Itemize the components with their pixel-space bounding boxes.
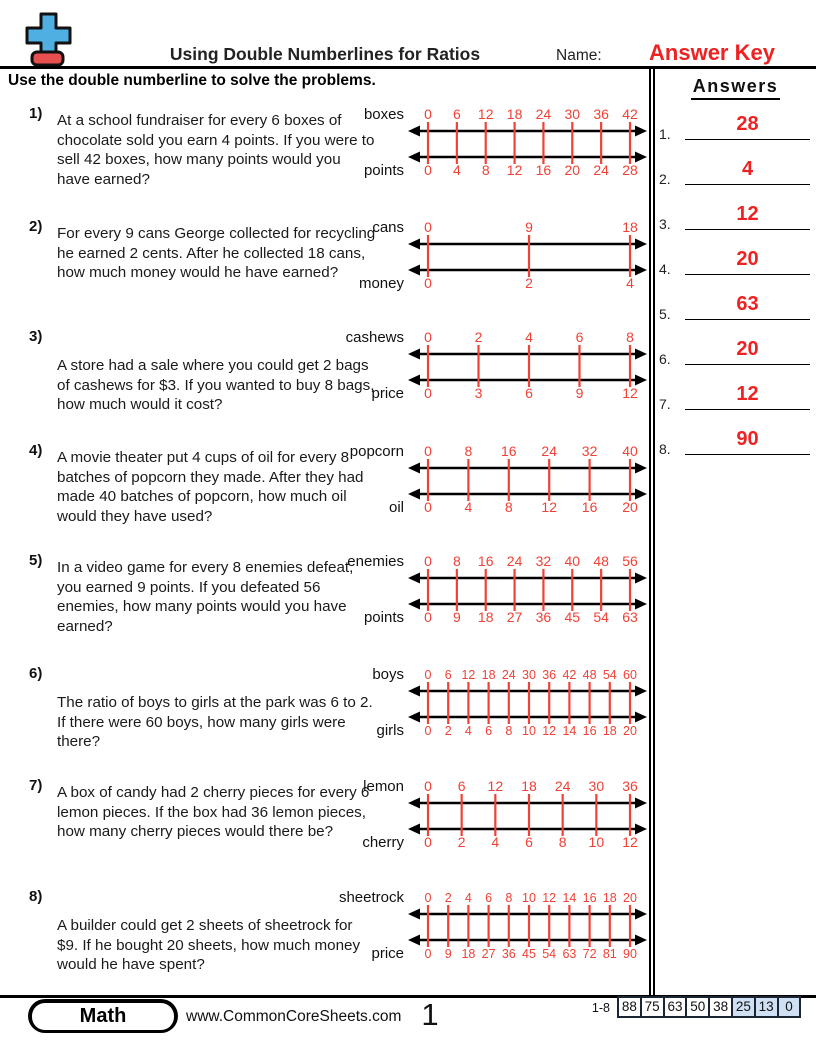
score-grid xyxy=(617,996,801,1018)
svg-text:56: 56 xyxy=(622,553,638,569)
svg-text:40: 40 xyxy=(564,553,581,569)
svg-text:8: 8 xyxy=(504,499,513,515)
svg-text:48: 48 xyxy=(582,668,597,682)
numberline-graphic xyxy=(407,105,648,179)
problem-text: A builder could get 2 sheets of sheetrock for $9. If he bought 20 sheets, how much money would he have spent? xyxy=(57,917,361,974)
numberline-labels xyxy=(340,218,404,292)
svg-text:10: 10 xyxy=(522,891,536,905)
svg-text:6: 6 xyxy=(485,891,493,905)
answer-value: 90 xyxy=(736,428,759,450)
numberline-labels xyxy=(340,777,404,851)
svg-text:6: 6 xyxy=(444,668,452,682)
double-numberline xyxy=(340,442,648,516)
numberline-graphic xyxy=(407,665,648,739)
score-range-label: 1-8 xyxy=(591,1001,610,1015)
svg-text:45: 45 xyxy=(522,947,536,961)
svg-text:24: 24 xyxy=(593,162,609,178)
website-url: www.CommonCoreSheets.com xyxy=(186,1008,402,1025)
problem-text: In a video game for every 8 enemies defeat, you earned 9 points. If you defeated 56 enemies, how many points would you have earned? xyxy=(57,559,354,635)
top-line-label: lemon xyxy=(363,778,404,795)
problem-4 xyxy=(0,442,816,550)
problem-1 xyxy=(0,105,816,213)
svg-text:0: 0 xyxy=(424,275,432,291)
svg-text:4: 4 xyxy=(464,891,472,905)
svg-text:8: 8 xyxy=(481,162,490,178)
svg-text:36: 36 xyxy=(542,668,557,682)
double-numberline xyxy=(340,105,648,179)
svg-text:9: 9 xyxy=(452,609,461,625)
svg-text:6: 6 xyxy=(525,834,533,850)
svg-text:16: 16 xyxy=(581,499,598,515)
svg-text:20: 20 xyxy=(622,499,638,515)
svg-text:6: 6 xyxy=(575,329,584,345)
svg-text:12: 12 xyxy=(542,891,557,905)
svg-text:4: 4 xyxy=(464,499,473,515)
numberline-labels xyxy=(340,552,404,626)
svg-text:8: 8 xyxy=(505,724,513,738)
svg-text:36: 36 xyxy=(501,947,516,961)
svg-text:4: 4 xyxy=(464,724,472,738)
svg-text:36: 36 xyxy=(593,106,609,122)
score-cell: 75 xyxy=(640,996,665,1018)
problem-3 xyxy=(0,328,816,436)
svg-text:12: 12 xyxy=(541,499,557,515)
problem-5 xyxy=(0,552,816,660)
svg-text:4: 4 xyxy=(626,275,634,291)
top-line-label: cashews xyxy=(345,329,404,346)
score-cell: 0 xyxy=(777,996,802,1018)
answer-number: 6. xyxy=(659,351,671,367)
answer-value: 28 xyxy=(736,113,759,135)
svg-text:18: 18 xyxy=(461,947,476,961)
top-line-label: popcorn xyxy=(349,443,404,460)
svg-text:40: 40 xyxy=(622,443,638,459)
top-line-label: cans xyxy=(372,219,404,236)
subject-label: Math xyxy=(32,1003,174,1030)
top-line-label: enemies xyxy=(347,553,404,570)
svg-text:2: 2 xyxy=(474,329,483,345)
svg-text:0: 0 xyxy=(424,499,432,515)
svg-text:54: 54 xyxy=(602,668,617,682)
svg-text:16: 16 xyxy=(582,891,597,905)
svg-text:10: 10 xyxy=(588,834,605,850)
svg-text:0: 0 xyxy=(424,385,432,401)
svg-text:24: 24 xyxy=(554,778,571,794)
answer-value: 63 xyxy=(736,293,759,315)
score-cell: 50 xyxy=(685,996,710,1018)
problem-7 xyxy=(0,777,816,885)
svg-text:0: 0 xyxy=(424,891,432,905)
svg-text:42: 42 xyxy=(622,106,638,122)
svg-text:72: 72 xyxy=(582,947,597,961)
svg-text:60: 60 xyxy=(623,668,637,682)
score-cell: 25 xyxy=(731,996,756,1018)
double-numberline xyxy=(340,888,648,962)
svg-text:20: 20 xyxy=(623,891,637,905)
svg-text:0: 0 xyxy=(424,329,432,345)
problem-8 xyxy=(0,888,816,996)
problem-number: 6) xyxy=(29,665,43,682)
header-divider xyxy=(0,66,816,69)
answer-number: 2. xyxy=(659,171,671,187)
double-numberline xyxy=(340,328,648,402)
svg-text:18: 18 xyxy=(481,668,496,682)
bottom-line-label: price xyxy=(371,945,404,962)
svg-text:10: 10 xyxy=(522,724,536,738)
answer-number: 7. xyxy=(659,396,671,412)
svg-text:6: 6 xyxy=(485,724,493,738)
svg-text:27: 27 xyxy=(506,609,523,625)
svg-text:24: 24 xyxy=(535,106,552,122)
svg-text:24: 24 xyxy=(541,443,557,459)
svg-text:6: 6 xyxy=(452,106,461,122)
svg-text:16: 16 xyxy=(477,553,494,569)
svg-text:12: 12 xyxy=(487,778,504,794)
svg-text:9: 9 xyxy=(444,947,452,961)
svg-text:12: 12 xyxy=(477,106,494,122)
svg-text:4: 4 xyxy=(452,162,461,178)
svg-text:54: 54 xyxy=(593,609,609,625)
svg-text:0: 0 xyxy=(424,443,432,459)
score-cell: 13 xyxy=(754,996,779,1018)
double-numberline xyxy=(340,665,648,739)
bottom-line-label: points xyxy=(363,609,404,626)
svg-text:30: 30 xyxy=(522,668,536,682)
answer-value: 12 xyxy=(736,203,759,225)
svg-text:24: 24 xyxy=(506,553,523,569)
svg-text:90: 90 xyxy=(623,947,637,961)
answer-value: 12 xyxy=(736,383,759,405)
problem-text: A box of candy had 2 cherry pieces for every 6 lemon pieces. If the box had 36 lemon pieces, how many cherry pieces would there be? xyxy=(57,784,370,841)
problem-number: 2) xyxy=(29,218,43,235)
minus-icon xyxy=(32,52,63,65)
svg-text:0: 0 xyxy=(424,553,432,569)
svg-text:0: 0 xyxy=(424,778,432,794)
numberline-labels xyxy=(340,442,404,516)
numberline-labels xyxy=(340,665,404,739)
double-numberline xyxy=(340,218,648,292)
svg-text:45: 45 xyxy=(564,609,581,625)
problem-text: At a school fundraiser for every 6 boxes of chocolate sold you earn 4 points. If you were to sell 42 boxes, how many points would you have earned? xyxy=(57,112,375,188)
double-numberline xyxy=(340,777,648,851)
svg-text:12: 12 xyxy=(461,668,476,682)
page-number: 1 xyxy=(421,997,439,1032)
double-numberline xyxy=(340,552,648,626)
svg-text:14: 14 xyxy=(562,891,577,905)
svg-text:16: 16 xyxy=(582,724,597,738)
answer-number: 8. xyxy=(659,441,671,457)
svg-text:81: 81 xyxy=(602,947,617,961)
svg-text:0: 0 xyxy=(424,162,432,178)
svg-text:8: 8 xyxy=(626,329,634,345)
numberline-graphic xyxy=(407,888,648,962)
bottom-line-label: points xyxy=(363,162,404,179)
svg-text:12: 12 xyxy=(622,834,638,850)
name-label: Name: xyxy=(556,47,602,64)
answer-value: 20 xyxy=(736,248,759,270)
problem-number: 3) xyxy=(29,328,43,345)
score-cell: 63 xyxy=(663,996,688,1018)
bottom-line-label: cherry xyxy=(362,834,404,851)
problem-2 xyxy=(0,218,816,326)
score-cell: 38 xyxy=(708,996,733,1018)
svg-text:30: 30 xyxy=(564,106,581,122)
numberline-graphic xyxy=(407,777,648,851)
bottom-line-label: girls xyxy=(376,722,404,739)
svg-text:2: 2 xyxy=(457,834,466,850)
problem-text: A store had a sale where you could get 2 bags of cashews for $3. If you wanted to buy 8 bags, how much would it cost? xyxy=(57,357,375,414)
top-line-label: boys xyxy=(372,666,404,683)
problem-text: A movie theater put 4 cups of oil for every 8 batches of popcorn they made. After they had made 40 batches of popcorn, how much oil would they have used? xyxy=(57,449,364,525)
top-line-label: sheetrock xyxy=(338,889,404,906)
svg-text:0: 0 xyxy=(424,724,432,738)
svg-text:27: 27 xyxy=(481,947,496,961)
answer-number: 1. xyxy=(659,126,671,142)
numberline-labels xyxy=(340,328,404,402)
svg-text:12: 12 xyxy=(622,385,638,401)
svg-text:63: 63 xyxy=(622,609,638,625)
svg-text:4: 4 xyxy=(525,329,533,345)
svg-text:4: 4 xyxy=(491,834,500,850)
svg-text:54: 54 xyxy=(542,947,557,961)
svg-text:0: 0 xyxy=(424,947,432,961)
svg-text:12: 12 xyxy=(542,724,557,738)
svg-text:9: 9 xyxy=(575,385,584,401)
svg-text:16: 16 xyxy=(501,443,517,459)
svg-text:30: 30 xyxy=(588,778,605,794)
svg-text:8: 8 xyxy=(558,834,567,850)
svg-text:6: 6 xyxy=(525,385,533,401)
problem-6 xyxy=(0,665,816,773)
numberline-labels xyxy=(340,105,404,179)
problem-number: 1) xyxy=(29,105,43,122)
score-cell: 88 xyxy=(617,996,642,1018)
svg-text:0: 0 xyxy=(424,609,432,625)
answer-number: 3. xyxy=(659,216,671,232)
bottom-line-label: money xyxy=(358,275,404,292)
problem-text: For every 9 cans George collected for recycling he earned 2 cents. After he collected 18 cans, how much money would he have earned? xyxy=(57,225,376,282)
problem-number: 8) xyxy=(29,888,43,905)
answer-number: 5. xyxy=(659,306,671,322)
svg-text:2: 2 xyxy=(525,275,533,291)
commoncoresheets-plus-logo xyxy=(20,11,86,67)
svg-text:6: 6 xyxy=(457,778,466,794)
svg-text:0: 0 xyxy=(424,106,432,122)
svg-text:36: 36 xyxy=(622,778,638,794)
numberline-graphic xyxy=(407,328,648,402)
svg-text:12: 12 xyxy=(506,162,523,178)
answer-number: 4. xyxy=(659,261,671,277)
numberline-graphic xyxy=(407,442,648,516)
svg-text:3: 3 xyxy=(474,385,483,401)
svg-text:20: 20 xyxy=(623,724,637,738)
page-title: Using Double Numberlines for Ratios xyxy=(169,44,481,64)
problem-number: 7) xyxy=(29,777,43,794)
svg-text:32: 32 xyxy=(581,443,598,459)
answer-key-text: Answer Key xyxy=(649,40,775,65)
problem-number: 4) xyxy=(29,442,43,459)
numberline-labels xyxy=(340,888,404,962)
svg-text:0: 0 xyxy=(424,668,432,682)
numberline-graphic xyxy=(407,218,648,292)
svg-text:18: 18 xyxy=(602,891,617,905)
svg-text:2: 2 xyxy=(444,891,452,905)
answer-value: 20 xyxy=(736,338,759,360)
subject-badge xyxy=(28,999,178,1033)
svg-text:32: 32 xyxy=(535,553,552,569)
instruction-text: Use the double numberline to solve the problems. xyxy=(8,72,376,89)
answers-heading: Answers xyxy=(657,76,814,100)
svg-text:0: 0 xyxy=(424,219,432,235)
svg-text:18: 18 xyxy=(602,724,617,738)
svg-text:18: 18 xyxy=(506,106,523,122)
numberline-graphic xyxy=(407,552,648,626)
svg-text:36: 36 xyxy=(535,609,552,625)
svg-text:18: 18 xyxy=(477,609,494,625)
svg-text:14: 14 xyxy=(562,724,577,738)
problem-number: 5) xyxy=(29,552,43,569)
svg-text:63: 63 xyxy=(562,947,577,961)
svg-text:20: 20 xyxy=(564,162,581,178)
top-line-label: boxes xyxy=(363,106,404,123)
svg-text:8: 8 xyxy=(464,443,473,459)
svg-text:24: 24 xyxy=(501,668,516,682)
svg-text:8: 8 xyxy=(505,891,513,905)
svg-text:18: 18 xyxy=(521,778,537,794)
svg-text:48: 48 xyxy=(593,553,609,569)
svg-text:2: 2 xyxy=(444,724,452,738)
problem-text: The ratio of boys to girls at the park was 6 to 2. If there were 60 boys, how many girls were there? xyxy=(57,694,373,751)
answer-value: 4 xyxy=(741,158,754,180)
svg-text:18: 18 xyxy=(622,219,638,235)
svg-text:28: 28 xyxy=(622,162,638,178)
svg-text:9: 9 xyxy=(525,219,533,235)
svg-text:16: 16 xyxy=(535,162,552,178)
svg-text:42: 42 xyxy=(562,668,577,682)
bottom-line-label: price xyxy=(371,385,404,402)
svg-text:8: 8 xyxy=(452,553,461,569)
bottom-line-label: oil xyxy=(388,499,404,516)
svg-text:0: 0 xyxy=(424,834,432,850)
